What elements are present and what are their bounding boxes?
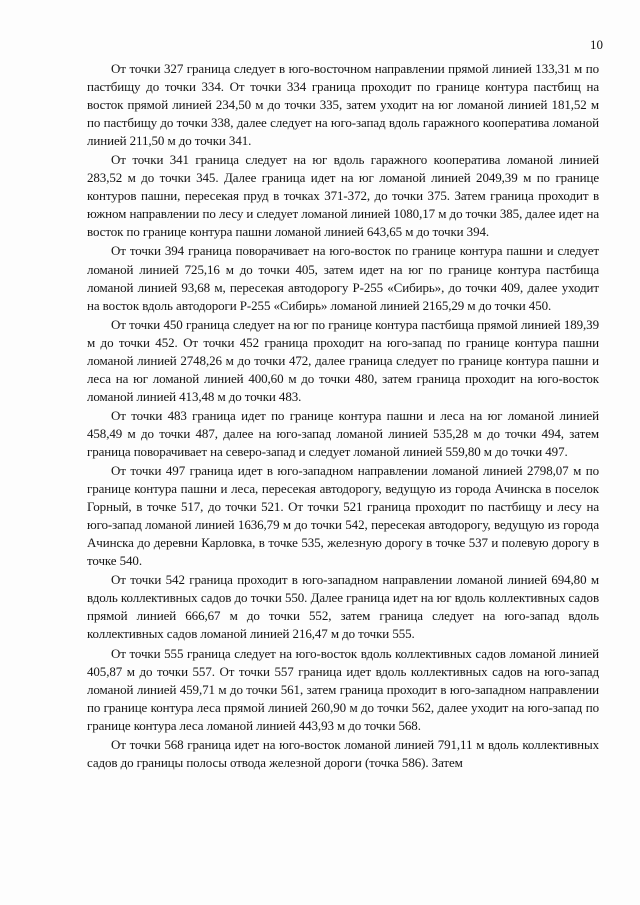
paragraph: От точки 568 граница идет на юго-восток ломаной линией 791,11 м вдоль коллективных садов до границы полосы отвода железной дороги (точка 586). Затем xyxy=(87,736,599,770)
paragraph: От точки 497 граница идет в юго-западном направлении ломаной линией 2798,07 м по границе контура пашни и леса, пересекая автодорогу, ведущую из города Ачинска в поселок Горный, в точке 517, до точки 521. От точки 521 граница проходит по пастбищу и лесу на юго-запад ломаной линией 1636,79 м до точки 542, пересекая автодорогу, ведущую из города Ачинска до деревни Карловка, в точке 535, железную дорогу в точке 537 и полевую дорогу в точке 540. xyxy=(87,463,599,569)
paragraph: От точки 483 граница идет по границе контура пашни и леса на юг ломаной линией 458,49 м до точки 487, далее на юго-запад ломаной линией 535,28 м до точки 494, затем граница поворачивает на северо-запад и следует ломаной линией 559,80 м до точки 497. xyxy=(87,407,599,459)
paragraph: От точки 394 граница поворачивает на юго-восток по границе контура пашни и следует ломаной линией 725,16 м до точки 405, затем идет на юг по границе контура пастбища ломаной линией 93,68 м, пересекая автодорогу Р-255 «Сибирь», до точки 409, далее уходит на восток вдоль автодороги Р-255 «Сибирь» ломаной линией 2165,29 м до точки 450. xyxy=(87,243,599,313)
paragraph: От точки 327 граница следует в юго-восточном направлении прямой линией 133,31 м по пастбищу до точки 334. От точки 334 граница проходит по границе контура пастбищ на восток прямой линией 234,50 м до точки 335, затем уходит на юг ломаной линией 181,52 м по пастбищу до точки 338, далее следует на юго-запад вдоль гаражного кооператива ломаной линией 211,50 м до точки 341. xyxy=(87,61,599,149)
document-body xyxy=(87,60,599,773)
paragraph: От точки 555 граница следует на юго-восток вдоль коллективных садов ломаной линией 405,87 м до точки 557. От точки 557 граница идет вдоль коллективных садов на юго-запад ломаной линией 459,71 м до точки 561, затем граница проходит в юго-западном направлении по границе контура леса прямой линией 260,90 м до точки 562, далее уходит на юго-запад по границе контура леса ломаной линией 443,93 м до точки 568. xyxy=(87,645,599,733)
page-number: 10 xyxy=(590,37,603,52)
paragraph: От точки 450 граница следует на юг по границе контура пастбища прямой линией 189,39 м до точки 452. От точки 452 граница проходит на юго-запад по границе контура пашни ломаной линией 2748,26 м до точки 472, далее граница следует по границе контура пашни и леса на юг ломаной линией 400,60 м до точки 480, затем граница проходит на юго-восток ломаной линией 413,48 м до точки 483. xyxy=(87,316,599,404)
paragraph: От точки 542 граница проходит в юго-западном направлении ломаной линией 694,80 м вдоль коллективных садов до точки 550. Далее граница идет на юг вдоль коллективных садов прямой линией 666,67 м до точки 552, затем граница следует на юго-запад вдоль коллективных садов ломаной линией 216,47 м до точки 555. xyxy=(87,572,599,642)
paragraph: От точки 341 граница следует на юг вдоль гаражного кооператива ломаной линией 283,52 м до точки 345. Далее граница идет на юг ломаной линией 2049,39 м по границе контуров пашни, пересекая пруд в точках 371-372, до точки 375. Затем граница проходит в южном направлении по лесу и следует ломаной линией 1080,17 м до точки 385, далее идет на восток по границе контура пашни ломаной линией 643,65 м до точки 394. xyxy=(87,152,599,240)
